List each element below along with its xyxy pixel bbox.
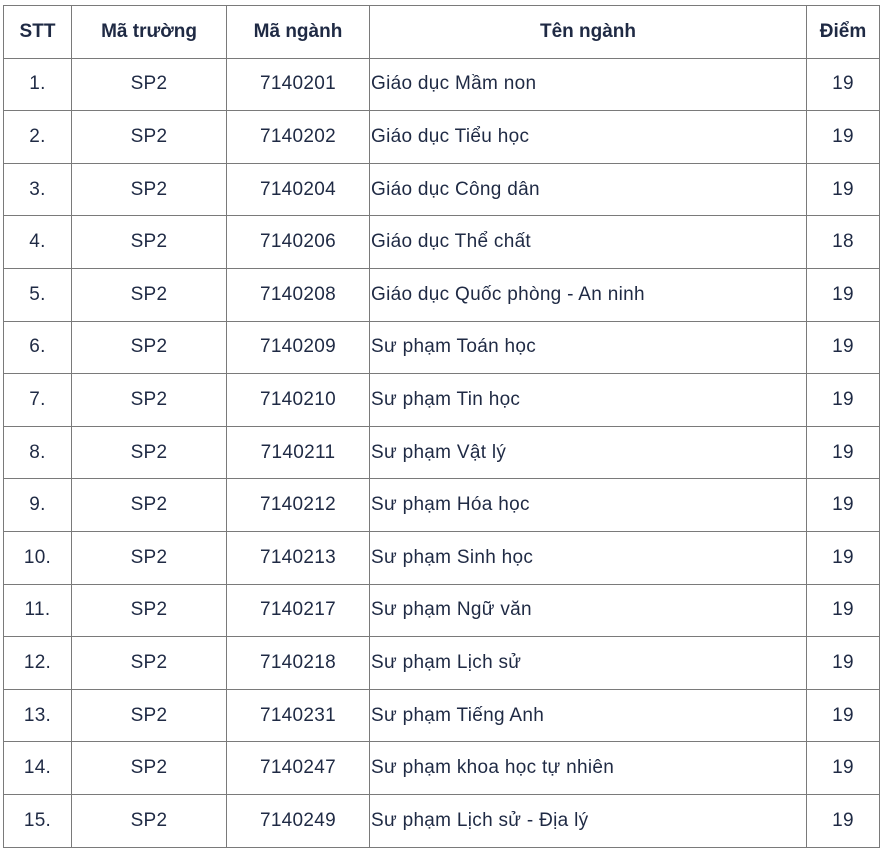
table-row (4, 584, 880, 637)
cell-stt: 15. (4, 794, 72, 847)
cell-stt: 7. (4, 374, 72, 427)
cell-ten-nganh: Sư phạm Lịch sử - Địa lý (370, 794, 807, 847)
cell-stt: 4. (4, 216, 72, 269)
table-row (4, 531, 880, 584)
table-row (4, 794, 880, 847)
table-body (4, 58, 880, 847)
cell-ma-nganh: 7140247 (227, 742, 370, 795)
cell-ma-nganh: 7140249 (227, 794, 370, 847)
cell-ma-truong: SP2 (72, 531, 227, 584)
cell-diem: 19 (807, 426, 880, 479)
header-stt: STT (4, 6, 72, 59)
table-row (4, 374, 880, 427)
table-row (4, 58, 880, 111)
cell-diem: 19 (807, 479, 880, 532)
cell-ma-nganh: 7140208 (227, 268, 370, 321)
cell-stt: 5. (4, 268, 72, 321)
header-row (4, 6, 880, 59)
cell-ma-truong: SP2 (72, 689, 227, 742)
header-ten-nganh: Tên ngành (370, 6, 807, 59)
cell-ten-nganh: Sư phạm Sinh học (370, 531, 807, 584)
cell-stt: 11. (4, 584, 72, 637)
cell-ten-nganh: Sư phạm Lịch sử (370, 637, 807, 690)
admission-scores-table (3, 5, 880, 848)
table-row (4, 268, 880, 321)
cell-ten-nganh: Sư phạm Tin học (370, 374, 807, 427)
cell-diem: 19 (807, 584, 880, 637)
cell-ten-nganh: Sư phạm Toán học (370, 321, 807, 374)
cell-diem: 19 (807, 637, 880, 690)
cell-stt: 14. (4, 742, 72, 795)
table-row (4, 426, 880, 479)
cell-ten-nganh: Sư phạm Ngữ văn (370, 584, 807, 637)
cell-stt: 13. (4, 689, 72, 742)
cell-diem: 19 (807, 58, 880, 111)
cell-ma-truong: SP2 (72, 163, 227, 216)
cell-diem: 19 (807, 794, 880, 847)
cell-stt: 9. (4, 479, 72, 532)
cell-ten-nganh: Giáo dục Mầm non (370, 58, 807, 111)
cell-diem: 19 (807, 531, 880, 584)
header-ma-nganh: Mã ngành (227, 6, 370, 59)
admission-scores-table-wrapper (3, 5, 880, 848)
cell-ma-truong: SP2 (72, 374, 227, 427)
table-row (4, 321, 880, 374)
cell-ma-truong: SP2 (72, 111, 227, 164)
cell-ma-truong: SP2 (72, 584, 227, 637)
table-row (4, 689, 880, 742)
cell-ma-truong: SP2 (72, 58, 227, 111)
table-row (4, 216, 880, 269)
cell-ten-nganh: Sư phạm Hóa học (370, 479, 807, 532)
cell-ma-truong: SP2 (72, 637, 227, 690)
cell-ma-truong: SP2 (72, 794, 227, 847)
cell-ma-nganh: 7140210 (227, 374, 370, 427)
table-row (4, 742, 880, 795)
cell-ma-nganh: 7140212 (227, 479, 370, 532)
cell-ten-nganh: Sư phạm khoa học tự nhiên (370, 742, 807, 795)
cell-diem: 19 (807, 689, 880, 742)
cell-ten-nganh: Giáo dục Công dân (370, 163, 807, 216)
cell-diem: 19 (807, 321, 880, 374)
cell-ma-nganh: 7140209 (227, 321, 370, 374)
cell-stt: 2. (4, 111, 72, 164)
header-ma-truong: Mã trường (72, 6, 227, 59)
cell-stt: 1. (4, 58, 72, 111)
cell-diem: 19 (807, 268, 880, 321)
table-row (4, 479, 880, 532)
cell-ma-nganh: 7140211 (227, 426, 370, 479)
cell-ten-nganh: Sư phạm Vật lý (370, 426, 807, 479)
cell-stt: 10. (4, 531, 72, 584)
cell-diem: 19 (807, 742, 880, 795)
cell-stt: 6. (4, 321, 72, 374)
cell-ma-truong: SP2 (72, 216, 227, 269)
cell-ma-nganh: 7140202 (227, 111, 370, 164)
cell-ma-nganh: 7140213 (227, 531, 370, 584)
cell-ten-nganh: Sư phạm Tiếng Anh (370, 689, 807, 742)
table-row (4, 111, 880, 164)
cell-ma-nganh: 7140231 (227, 689, 370, 742)
cell-ma-nganh: 7140217 (227, 584, 370, 637)
cell-ma-nganh: 7140206 (227, 216, 370, 269)
cell-ten-nganh: Giáo dục Thể chất (370, 216, 807, 269)
cell-stt: 8. (4, 426, 72, 479)
table-row (4, 163, 880, 216)
cell-diem: 18 (807, 216, 880, 269)
cell-ma-truong: SP2 (72, 321, 227, 374)
cell-diem: 19 (807, 111, 880, 164)
cell-ma-nganh: 7140201 (227, 58, 370, 111)
cell-ma-nganh: 7140204 (227, 163, 370, 216)
cell-ma-truong: SP2 (72, 268, 227, 321)
cell-stt: 3. (4, 163, 72, 216)
cell-ma-truong: SP2 (72, 479, 227, 532)
cell-diem: 19 (807, 374, 880, 427)
cell-ten-nganh: Giáo dục Tiểu học (370, 111, 807, 164)
cell-ma-truong: SP2 (72, 742, 227, 795)
cell-ma-truong: SP2 (72, 426, 227, 479)
cell-diem: 19 (807, 163, 880, 216)
cell-stt: 12. (4, 637, 72, 690)
table-header (4, 6, 880, 59)
table-row (4, 637, 880, 690)
header-diem: Điểm (807, 6, 880, 59)
cell-ma-nganh: 7140218 (227, 637, 370, 690)
cell-ten-nganh: Giáo dục Quốc phòng - An ninh (370, 268, 807, 321)
